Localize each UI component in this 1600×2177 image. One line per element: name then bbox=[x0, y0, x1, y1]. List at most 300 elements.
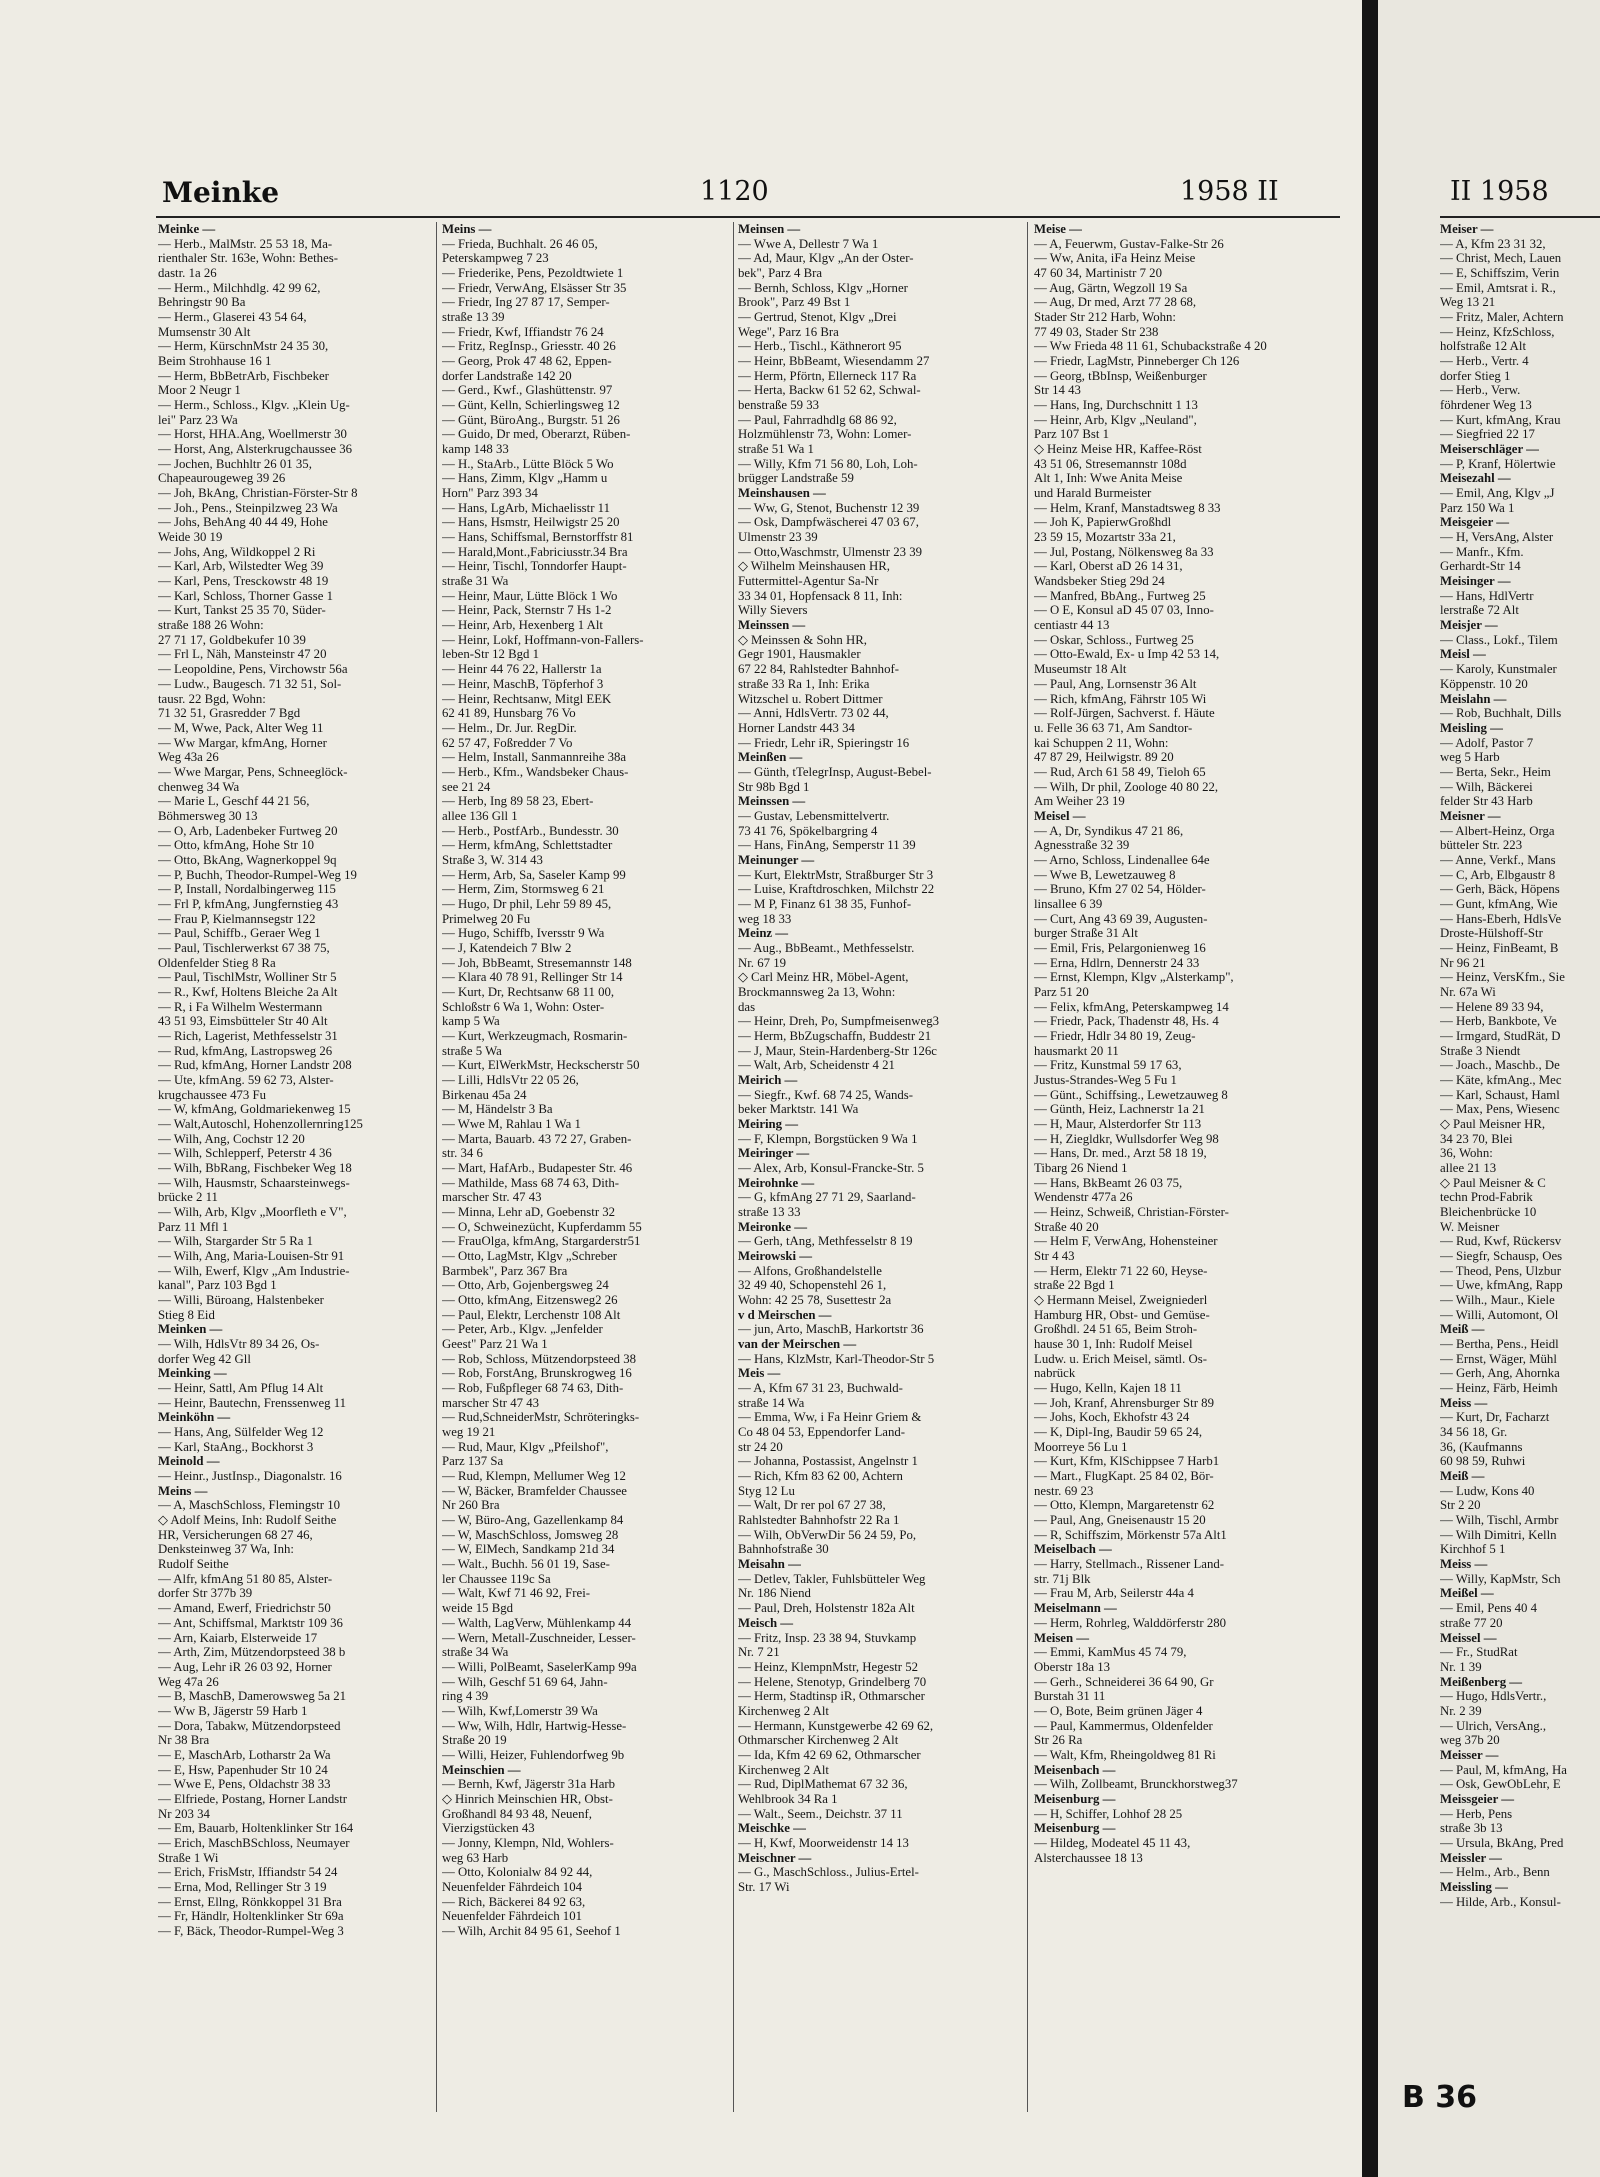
entry-line: — Heinr 44 76 22, Hallerstr 1a bbox=[442, 662, 602, 677]
entry-line: — Wilh, Ang, Maria-Louisen-Str 91 bbox=[158, 1249, 345, 1264]
entry-line: hausmarkt 20 11 bbox=[1034, 1043, 1119, 1058]
entry-line: — Günt., Schiffsing., Lewetzauweg 8 bbox=[1034, 1087, 1228, 1102]
entry-line: — Helene, Stenotyp, Grindelberg 70 bbox=[738, 1674, 927, 1689]
entry-line: — J, Katendeich 7 Blw 2 bbox=[442, 940, 572, 955]
entry-line: — Manfr., Kfm. bbox=[1440, 544, 1524, 559]
entry-line: Mumsenstr 30 Alt bbox=[158, 324, 251, 339]
entry-line: — Heinz, FinBeamt, B bbox=[1440, 940, 1559, 955]
entry-line: Alsterchaussee 18 13 bbox=[1034, 1850, 1143, 1865]
entry-line: — Paul, TischlMstr, Wolliner Str 5 bbox=[158, 970, 337, 985]
entry-line: — W, ElMech, Sandkamp 21d 34 bbox=[442, 1542, 615, 1557]
entry-line: Primelweg 20 Fu bbox=[442, 911, 531, 926]
entry-line: — Gertrud, Stenot, Klgv „Drei bbox=[738, 310, 897, 325]
entry-line: — Fritz, Maler, Achtern bbox=[1440, 310, 1564, 325]
entry-line: Meisch — bbox=[738, 1615, 794, 1630]
entry-line: — Johs, Ang, Wildkoppel 2 Ri bbox=[158, 544, 316, 559]
entry-line: — Amand, Ewerf, Friedrichstr 50 bbox=[158, 1601, 331, 1616]
entry-line: — E, Hsw, Papenhuder Str 10 24 bbox=[158, 1762, 328, 1777]
entry-line: — Willi, Heizer, Fuhlendorfweg 9b bbox=[442, 1747, 625, 1762]
entry-line: Straße 3, W. 314 43 bbox=[442, 852, 543, 867]
entry-line: 62 57 47, Foßredder 7 Vo bbox=[442, 735, 573, 750]
entry-line: — Max, Pens, Wiesenc bbox=[1440, 1102, 1560, 1117]
entry-line: — Hans, KlzMstr, Karl-Theodor-Str 5 bbox=[738, 1351, 935, 1366]
entry-line: nestr. 69 23 bbox=[1034, 1483, 1094, 1498]
entry-line: Str 26 Ra bbox=[1034, 1733, 1083, 1748]
entry-line: — Günt, Kelln, Schierlingsweg 12 bbox=[442, 398, 620, 413]
entry-line: Meinssen — bbox=[738, 794, 806, 809]
entry-line: Meinsen — bbox=[738, 222, 801, 236]
entry-line: Meischner — bbox=[738, 1850, 812, 1865]
entry-line: — Frl L, Näh, Mansteinstr 47 20 bbox=[158, 647, 327, 662]
entry-line: — Herb., MalMstr. 25 53 18, Ma- bbox=[158, 236, 333, 251]
entry-line: Straße 3 Niendt bbox=[1440, 1043, 1521, 1058]
entry-line: — Wilh, Arb, Klgv „Moorfleth e V", bbox=[158, 1205, 347, 1220]
entry-line: Othmarscher Kirchenweg 2 Alt bbox=[738, 1733, 899, 1748]
entry-line: — Karl, Pens, Tresckowstr 48 19 bbox=[158, 574, 329, 589]
entry-line: str. 71j Blk bbox=[1034, 1571, 1091, 1586]
entry-line: — Hans, Ang, Sülfelder Weg 12 bbox=[158, 1425, 324, 1440]
entry-line: — Herb., PostfArb., Bundesstr. 30 bbox=[442, 823, 619, 838]
entry-line: Beim Strohhause 16 1 bbox=[158, 354, 272, 369]
entry-line: Horner Landstr 443 34 bbox=[738, 720, 855, 735]
entry-line: — Rud, kfmAng, Horner Landstr 208 bbox=[158, 1058, 352, 1073]
entry-line: — H., StaArb., Lütte Blöck 5 Wo bbox=[442, 456, 614, 471]
entry-line: kai Schuppen 2 11, Wohn: bbox=[1034, 735, 1169, 750]
entry-line: — Bernh, Schloss, Klgv „Horner bbox=[738, 280, 908, 295]
entry-line: — Rob, ForstAng, Brunskrogweg 16 bbox=[442, 1366, 632, 1381]
entry-line: — Heinz, Schweiß, Christian-Förster- bbox=[1034, 1205, 1229, 1220]
entry-line: — Rud, kfmAng, Lastropsweg 26 bbox=[158, 1043, 333, 1058]
page-signature: B 36 bbox=[1402, 2080, 1478, 2115]
entry-line: Großhandl 84 93 48, Neuenf, bbox=[442, 1806, 592, 1821]
entry-line: — Arth, Zim, Mützendorpsteed 38 b bbox=[158, 1645, 346, 1660]
entry-line: Meinßen — bbox=[738, 750, 803, 765]
entry-line: — Horst, Ang, Alsterkrugchaussee 36 bbox=[158, 442, 353, 457]
entry-line: — Heinr, Arb, Hexenberg 1 Alt bbox=[442, 618, 603, 633]
entry-line: straße 13 39 bbox=[442, 310, 505, 325]
entry-line: — Wilh, Tischl, Armbr bbox=[1440, 1513, 1559, 1528]
entry-line: Wehlbrook 34 Ra 1 bbox=[738, 1791, 838, 1806]
entry-line: straße 188 26 Wohn: bbox=[158, 618, 264, 633]
entry-line: — Wilh, HdlsVtr 89 34 26, Os- bbox=[158, 1337, 320, 1352]
entry-line: — Manfred, BbAng., Furtweg 25 bbox=[1034, 588, 1206, 603]
entry-line: — Wilh, Bäckerei bbox=[1440, 779, 1533, 794]
entry-line: — Hans, Zimm, Klgv „Hamm u bbox=[442, 471, 608, 486]
entry-line: Neuenfelder Fährdeich 101 bbox=[442, 1909, 582, 1924]
entry-line: Willy Sievers bbox=[738, 603, 808, 618]
column-1 bbox=[158, 222, 428, 1939]
entry-line: brügger Landstraße 59 bbox=[738, 471, 854, 486]
entry-line: Meissgeier — bbox=[1440, 1791, 1515, 1806]
entry-line: felder Str 43 Harb bbox=[1440, 794, 1533, 809]
entry-line: Meisenbach — bbox=[1034, 1762, 1116, 1777]
entry-line: ◇ Adolf Meins, Inh: Rudolf Seithe bbox=[158, 1513, 337, 1528]
entry-line: — Herm, kfmAng, Schlettstadter bbox=[442, 838, 613, 853]
entry-line: — Ernst, Ellng, Rönkkoppel 31 Bra bbox=[158, 1894, 342, 1909]
entry-line: benstraße 59 33 bbox=[738, 398, 820, 413]
entry-line: — Friedr, Pack, Thadenstr 48, Hs. 4 bbox=[1034, 1014, 1219, 1029]
entry-line: — Erna, Hdlrn, Dennerstr 24 33 bbox=[1034, 955, 1200, 970]
entry-line: straße 5 Wa bbox=[442, 1043, 502, 1058]
entry-line: — Fritz, RegInsp., Griesstr. 40 26 bbox=[442, 339, 616, 354]
entry-line: — P, Buchh, Theodor-Rumpel-Weg 19 bbox=[158, 867, 357, 882]
entry-line: Rudolf Seithe bbox=[158, 1557, 229, 1572]
entry-line: — Hans, FinAng, Semperstr 11 39 bbox=[738, 838, 916, 853]
entry-line: weg 19 21 bbox=[442, 1425, 496, 1440]
entry-line: — Joh, BkAng, Christian-Förster-Str 8 bbox=[158, 486, 358, 501]
entry-line: — Günth, tTelegrInsp, August-Bebel- bbox=[738, 764, 932, 779]
entry-line: Holzmühlenstr 73, Wohn: Lomer- bbox=[738, 427, 912, 442]
entry-line: kanal", Parz 103 Bgd 1 bbox=[158, 1278, 277, 1293]
entry-line: 33 34 01, Hopfensack 8 11, Inh: bbox=[738, 588, 903, 603]
entry-line: — Otto, Kolonialw 84 92 44, bbox=[442, 1865, 593, 1880]
entry-line: Meissel — bbox=[1440, 1630, 1497, 1645]
entry-line: — Hans, Hsmstr, Heilwigstr 25 20 bbox=[442, 515, 620, 530]
entry-line: Kirchenweg 2 Alt bbox=[738, 1703, 829, 1718]
entry-line: — Berta, Sekr., Heim bbox=[1440, 764, 1551, 779]
entry-line: — Siegfr., Kwf. 68 74 25, Wands- bbox=[738, 1087, 914, 1102]
entry-line: Nr 203 34 bbox=[158, 1806, 210, 1821]
entry-line: — Lilli, HdlsVtr 22 05 26, bbox=[442, 1072, 579, 1087]
entry-line: Tibarg 26 Niend 1 bbox=[1034, 1161, 1128, 1175]
entry-line: — Walt, Kfm, Rheingoldweg 81 Ri bbox=[1034, 1747, 1216, 1762]
entry-line: ler Chaussee 119c Sa bbox=[442, 1571, 551, 1586]
entry-line: Meiselmann — bbox=[1034, 1601, 1117, 1616]
entry-line: — W, Büro-Ang, Gazellenkamp 84 bbox=[442, 1513, 624, 1528]
entry-line: Meiß — bbox=[1440, 1469, 1485, 1484]
entry-line: — Georg, Prok 47 48 62, Eppen- bbox=[442, 354, 612, 369]
entry-line: — Heinr, Bautechn, Frenssenweg 11 bbox=[158, 1395, 347, 1410]
entry-line: — Minna, Lehr aD, Goebenstr 32 bbox=[442, 1205, 616, 1220]
entry-line: — Walth, LagVerw, Mühlenkamp 44 bbox=[442, 1615, 632, 1630]
entry-line: — Hans, Schiffsmal, Bernstorffstr 81 bbox=[442, 530, 634, 545]
entry-line: — Ad, Maur, Klgv „An der Oster- bbox=[738, 251, 914, 266]
entry-line: — Hilde, Arb., Konsul- bbox=[1440, 1894, 1561, 1909]
entry-line: — Rud, Arch 61 58 49, Tieloh 65 bbox=[1034, 764, 1206, 779]
entry-line: — O, Arb, Ladenbeker Furtweg 20 bbox=[158, 823, 338, 838]
entry-line: Nr. 1 39 bbox=[1440, 1659, 1482, 1674]
entry-line: Straße 20 19 bbox=[442, 1733, 507, 1748]
entry-line: — Wwe Margar, Pens, Schneeglöck- bbox=[158, 764, 348, 779]
entry-line: — Heinr., JustInsp., Diagonalstr. 16 bbox=[158, 1469, 342, 1484]
entry-line: — Joh., Pens., Steinpilzweg 23 Wa bbox=[158, 500, 338, 515]
entry-line: — Rud, Maur, Klgv „Pfeilshof", bbox=[442, 1439, 609, 1454]
entry-line: Meisinger — bbox=[1440, 574, 1511, 589]
entry-line: — Ursula, BkAng, Pred bbox=[1440, 1835, 1564, 1850]
entry-line: — Helm F, VerwAng, Hohensteiner bbox=[1034, 1234, 1218, 1249]
entry-line: kamp 148 33 bbox=[442, 442, 509, 457]
entry-line: — P, Install, Nordalbingerweg 115 bbox=[158, 882, 336, 897]
entry-line: Weg 13 21 bbox=[1440, 295, 1496, 310]
entry-line: — Friedr, Kwf, Iffiandstr 76 24 bbox=[442, 324, 604, 339]
entry-line: — Wwe B, Lewetzauweg 8 bbox=[1034, 867, 1176, 882]
entry-line: Meis — bbox=[738, 1366, 781, 1381]
entry-line: — Hildeg, Modeatel 45 11 43, bbox=[1034, 1835, 1191, 1850]
entry-line: Chapeaurougeweg 39 26 bbox=[158, 471, 286, 486]
entry-line: — Felix, kfmAng, Peterskampweg 14 bbox=[1034, 999, 1229, 1014]
entry-line: — Rob, Buchhalt, Dills bbox=[1440, 706, 1562, 721]
entry-line: Droste-Hülshoff-Str bbox=[1440, 926, 1543, 941]
entry-line: Nr. 186 Niend bbox=[738, 1586, 811, 1601]
entry-line: Co 48 04 53, Eppendorfer Land- bbox=[738, 1425, 906, 1440]
entry-line: — Wilh, Stargarder Str 5 Ra 1 bbox=[158, 1234, 314, 1249]
entry-line: — Detlev, Takler, Fuhlsbütteler Weg bbox=[738, 1571, 926, 1586]
entry-line: — Rolf-Jürgen, Sachverst. f. Häute bbox=[1034, 706, 1215, 721]
entry-line: — Otto, kfmAng, Eitzensweg2 26 bbox=[442, 1293, 618, 1308]
entry-line: Barmbek", Parz 367 Bra bbox=[442, 1263, 568, 1278]
entry-line: holfstraße 12 Alt bbox=[1440, 339, 1527, 354]
entry-line: und Harald Burmeister bbox=[1034, 486, 1152, 501]
entry-line: — Friedr, LagMstr, Pinneberger Ch 126 bbox=[1034, 354, 1240, 369]
entry-line: — P, Kranf, Hölertwie bbox=[1440, 456, 1556, 471]
entry-line: Meisjer — bbox=[1440, 618, 1498, 633]
entry-line: — Dora, Tabakw, Mützendorpsteed bbox=[158, 1718, 341, 1733]
entry-line: Meins — bbox=[158, 1483, 208, 1498]
entry-line: allee 136 Gll 1 bbox=[442, 808, 518, 823]
entry-line: — Osk, Dampfwäscherei 47 03 67, bbox=[738, 515, 919, 530]
entry-line: — K, Dipl-Ing, Baudir 59 65 24, bbox=[1034, 1425, 1203, 1440]
entry-line: — Walt., Seem., Deichstr. 37 11 bbox=[738, 1806, 903, 1821]
page-gutter bbox=[1362, 0, 1378, 2177]
entry-line: straße 34 Wa bbox=[442, 1645, 509, 1660]
entry-line: — Ida, Kfm 42 69 62, Othmarscher bbox=[738, 1747, 921, 1762]
entry-line: straße 33 Ra 1, Inh: Erika bbox=[738, 676, 870, 691]
entry-line: ring 4 39 bbox=[442, 1689, 489, 1704]
entry-line: Stader Str 212 Harb, Wohn: bbox=[1034, 310, 1176, 325]
entry-line: Str 14 43 bbox=[1034, 383, 1081, 398]
entry-line: — A, Kfm 67 31 23, Buchwald- bbox=[738, 1381, 903, 1396]
entry-line: — Gerh, Bäck, Höpens bbox=[1440, 882, 1560, 897]
entry-line: — E, Schiffszim, Verin bbox=[1440, 266, 1560, 281]
entry-line: chenweg 34 Wa bbox=[158, 779, 240, 794]
entry-line: — Heinr, Pack, Sternstr 7 Hs 1-2 bbox=[442, 603, 612, 618]
entry-line: Meirich — bbox=[738, 1072, 798, 1087]
entry-line: 43 51 06, Stresemannstr 108d bbox=[1034, 456, 1187, 471]
entry-line: — Frau M, Arb, Seilerstr 44a 4 bbox=[1034, 1586, 1194, 1601]
entry-line: — Wilh, Schlepperf, Peterstr 4 36 bbox=[158, 1146, 332, 1161]
entry-line: Großhdl. 24 51 65, Beim Stroh- bbox=[1034, 1322, 1198, 1337]
entry-line: — Jochen, Buchhltr 26 01 35, bbox=[158, 456, 312, 471]
entry-line: — Paul, Dreh, Holstenstr 182a Alt bbox=[738, 1601, 915, 1616]
entry-line: — H, VersAng, Alster bbox=[1440, 530, 1554, 545]
entry-line: — Friedr, Ing 27 87 17, Semper- bbox=[442, 295, 610, 310]
entry-line: krugchaussee 473 Fu bbox=[158, 1087, 267, 1102]
entry-line: — A, Feuerwm, Gustav-Falke-Str 26 bbox=[1034, 236, 1224, 251]
entry-line: kamp 5 Wa bbox=[442, 1014, 500, 1029]
entry-line: — Herm, Pförtn, Ellerneck 117 Ra bbox=[738, 368, 917, 383]
entry-line: straße 14 Wa bbox=[738, 1395, 805, 1410]
entry-line: Bleichenbrücke 10 bbox=[1440, 1205, 1537, 1220]
entry-line: Wege", Parz 16 Bra bbox=[738, 324, 839, 339]
entry-line: marscher Str 47 43 bbox=[442, 1395, 540, 1410]
entry-line: — Erich, FrisMstr, Iffiandstr 54 24 bbox=[158, 1865, 338, 1880]
entry-line: Meise — bbox=[1034, 222, 1082, 236]
running-head-next-page: II 1958 bbox=[1450, 176, 1549, 207]
entry-line: — F, Klempn, Borgstücken 9 Wa 1 bbox=[738, 1131, 918, 1146]
entry-line: — Gerh., Schneiderei 36 64 90, Gr bbox=[1034, 1674, 1214, 1689]
column-5 bbox=[1440, 222, 1600, 1909]
entry-line: Wandsbeker Stieg 29d 24 bbox=[1034, 574, 1165, 589]
entry-line: — Paul, Tischlerwerkst 67 38 75, bbox=[158, 940, 330, 955]
entry-line: hause 30 1, Inh: Rudolf Meisel bbox=[1034, 1337, 1193, 1352]
entry-line: brücke 2 11 bbox=[158, 1190, 218, 1205]
entry-line: 73 41 76, Spökelbargring 4 bbox=[738, 823, 878, 838]
entry-line: — Paul, Fahrradhdlg 68 86 92, bbox=[738, 412, 897, 427]
entry-line: — Johs, Koch, Ekhofstr 43 24 bbox=[1034, 1410, 1190, 1425]
entry-line: — Aug, Dr med, Arzt 77 28 68, bbox=[1034, 295, 1197, 310]
entry-line: — Joh, BbBeamt, Stresemannstr 148 bbox=[442, 955, 632, 970]
entry-line: Oberstr 18a 13 bbox=[1034, 1659, 1111, 1674]
entry-line: — Herm., Glaserei 43 54 64, bbox=[158, 310, 307, 325]
entry-line: — Emma, Ww, i Fa Heinr Griem & bbox=[738, 1410, 922, 1425]
entry-line: — Kurt, Tankst 25 35 70, Süder- bbox=[158, 603, 326, 618]
entry-line: 36, (Kaufmanns bbox=[1440, 1439, 1523, 1454]
entry-line: — Siegfried 22 17 bbox=[1440, 427, 1535, 442]
entry-line: — Rud, Klempn, Mellumer Weg 12 bbox=[442, 1469, 626, 1484]
entry-line: — Otto, Arb, Gojenbergsweg 24 bbox=[442, 1278, 609, 1293]
entry-line: — Ute, kfmAng. 59 62 73, Alster- bbox=[158, 1072, 334, 1087]
entry-line: — Helm., Dr. Jur. RegDir. bbox=[442, 720, 577, 735]
entry-line: lei" Parz 23 Wa bbox=[158, 412, 238, 427]
entry-line: — M, Händelstr 3 Ba bbox=[442, 1102, 553, 1117]
entry-line: — Heinr, BbBeamt, Wiesendamm 27 bbox=[738, 354, 930, 369]
entry-line: — M, Wwe, Pack, Alter Weg 11 bbox=[158, 720, 324, 735]
column-3 bbox=[738, 222, 1020, 1895]
entry-line: Meisling — bbox=[1440, 720, 1503, 735]
entry-line: — Wern, Metall-Zuschneider, Lesser- bbox=[442, 1630, 636, 1645]
entry-line: — Hugo, HdlsVertr., bbox=[1440, 1689, 1547, 1704]
entry-line: Parz 107 Bst 1 bbox=[1034, 427, 1110, 442]
entry-line: Nr. 67 19 bbox=[738, 955, 786, 970]
entry-line: — Karl, Arb, Wilstedter Weg 39 bbox=[158, 559, 324, 574]
entry-line: Justus-Strandes-Weg 5 Fu 1 bbox=[1034, 1072, 1177, 1087]
entry-line: nabrück bbox=[1034, 1366, 1076, 1381]
entry-line: 47 87 29, Heilwigstr. 89 20 bbox=[1034, 750, 1174, 765]
entry-line: W. Meisner bbox=[1440, 1219, 1500, 1234]
entry-line: — Rich, kfmAng, Fährstr 105 Wi bbox=[1034, 691, 1207, 706]
entry-line: — Ww Margar, kfmAng, Horner bbox=[158, 735, 327, 750]
entry-line: Behringstr 90 Ba bbox=[158, 295, 246, 310]
entry-line: — Herm, BbBetrArb, Fischbeker bbox=[158, 368, 329, 383]
entry-line: — Bertha, Pens., Heidl bbox=[1440, 1337, 1559, 1352]
entry-line: — Kurt, ElektrMstr, Straßburger Str 3 bbox=[738, 867, 934, 882]
entry-line: — Heinr, Maur, Lütte Blöck 1 Wo bbox=[442, 588, 618, 603]
entry-line: linsallee 6 39 bbox=[1034, 896, 1103, 911]
entry-line: Meins — bbox=[442, 222, 492, 236]
entry-line: Weide 30 19 bbox=[158, 530, 223, 545]
entry-line: — Emil, Pens 40 4 bbox=[1440, 1601, 1538, 1616]
entry-line: — Herb., Verw. bbox=[1440, 383, 1521, 398]
entry-line: Ulmenstr 23 39 bbox=[738, 530, 818, 545]
entry-line: — H, Maur, Alsterdorfer Str 113 bbox=[1034, 1116, 1202, 1131]
entry-line: Meinssen — bbox=[738, 618, 806, 633]
entry-line: 62 41 89, Hunsbarg 76 Vo bbox=[442, 706, 576, 721]
entry-line: ◇ Meinssen & Sohn HR, bbox=[738, 632, 867, 647]
entry-line: — Wilh, ObVerwDir 56 24 59, Po, bbox=[738, 1527, 917, 1542]
entry-line: Rahlstedter Bahnhofstr 22 Ra 1 bbox=[738, 1513, 900, 1528]
entry-line: Meinshausen — bbox=[738, 486, 826, 501]
entry-line: — Erna, Mod, Rellinger Str 3 19 bbox=[158, 1879, 327, 1894]
entry-line: — Aug., BbBeamt., Methfesselstr. bbox=[738, 940, 915, 955]
entry-line: — Kurt, kfmAng, Krau bbox=[1440, 412, 1561, 427]
entry-line: 71 32 51, Grasredder 7 Bgd bbox=[158, 706, 301, 721]
entry-line: — Herb, Bankbote, Ve bbox=[1440, 1014, 1557, 1029]
entry-line: straße 77 20 bbox=[1440, 1615, 1503, 1630]
entry-line: Parz 137 Sa bbox=[442, 1454, 504, 1469]
entry-line: — Friedr, Lehr iR, Spieringstr 16 bbox=[738, 735, 910, 750]
entry-line: Nr. 67a Wi bbox=[1440, 984, 1496, 999]
entry-line: — Herb, Pens bbox=[1440, 1806, 1513, 1821]
entry-line: Birkenau 45a 24 bbox=[442, 1087, 527, 1102]
entry-line: — R, Schiffszim, Mörkenstr 57a Alt1 bbox=[1034, 1527, 1227, 1542]
entry-line: Str 98b Bgd 1 bbox=[738, 779, 810, 794]
entry-line: — Mart, HafArb., Budapester Str. 46 bbox=[442, 1161, 633, 1175]
entry-line: straße 51 Wa 1 bbox=[738, 442, 814, 457]
entry-line: — Otto, BkAng, Wagnerkoppel 9q bbox=[158, 852, 337, 867]
entry-line: — Fr., StudRat bbox=[1440, 1645, 1518, 1660]
entry-line: — Ernst, Wäger, Mühl bbox=[1440, 1351, 1557, 1366]
entry-line: str 24 20 bbox=[738, 1439, 783, 1454]
entry-line: — Fritz, Insp. 23 38 94, Stuvkamp bbox=[738, 1630, 917, 1645]
entry-line: — Wwe A, Dellestr 7 Wa 1 bbox=[738, 236, 879, 251]
entry-line: Straße 1 Wi bbox=[158, 1850, 219, 1865]
entry-line: — R, i Fa Wilhelm Westermann bbox=[158, 999, 323, 1014]
entry-line: Meißenberg — bbox=[1440, 1674, 1523, 1689]
entry-line: — Anni, HdlsVertr. 73 02 44, bbox=[738, 706, 889, 721]
entry-line: — Alfr, kfmAng 51 80 85, Alster- bbox=[158, 1571, 333, 1586]
entry-line: Str. 17 Wi bbox=[738, 1879, 790, 1894]
entry-line: Parz 51 20 bbox=[1034, 984, 1089, 999]
entry-line: — Horst, HHA.Ang, Woellmerstr 30 bbox=[158, 427, 347, 442]
entry-line: — H, Ziegldkr, Wullsdorfer Weg 98 bbox=[1034, 1131, 1219, 1146]
entry-line: — Heinz, Färb, Heimh bbox=[1440, 1381, 1558, 1396]
entry-line: weide 15 Bgd bbox=[442, 1601, 514, 1616]
entry-line: — Marie L, Geschf 44 21 56, bbox=[158, 794, 310, 809]
entry-line: — Wwe M, Rahlau 1 Wa 1 bbox=[442, 1116, 581, 1131]
entry-line: — Paul, Ang, Lornsenstr 36 Alt bbox=[1034, 676, 1197, 691]
entry-line: — Rob, Fußpfleger 68 74 63, Dith- bbox=[442, 1381, 624, 1396]
entry-line: Meiringer — bbox=[738, 1146, 810, 1161]
entry-line: — Friederike, Pens, Pezoldtwiete 1 bbox=[442, 266, 624, 281]
entry-line: 60 98 59, Ruhwi bbox=[1440, 1454, 1526, 1469]
entry-line: — Karl, Schloss, Thorner Gasse 1 bbox=[158, 588, 333, 603]
entry-line: straße 3b 13 bbox=[1440, 1821, 1503, 1836]
entry-line: Meissling — bbox=[1440, 1879, 1508, 1894]
entry-line: Geest" Parz 21 Wa 1 bbox=[442, 1337, 548, 1352]
entry-line: — Rud, Kwf, Rückersv bbox=[1440, 1234, 1562, 1249]
entry-line: Meisezahl — bbox=[1440, 471, 1511, 486]
entry-line: — Ludw, Kons 40 bbox=[1440, 1483, 1535, 1498]
entry-line: — Hermann, Kunstgewerbe 42 69 62, bbox=[738, 1718, 934, 1733]
entry-line: — Käte, kfmAng., Mec bbox=[1440, 1072, 1562, 1087]
entry-line: — Siegfr, Schausp, Oes bbox=[1440, 1249, 1563, 1264]
entry-line: — A, MaschSchloss, Flemingstr 10 bbox=[158, 1498, 341, 1513]
entry-line: leben-Str 12 Bgd 1 bbox=[442, 647, 540, 662]
entry-line: — Fr, Händlr, Holtenklinker Str 69a bbox=[158, 1909, 344, 1924]
entry-line: Nr. 7 21 bbox=[738, 1645, 780, 1660]
entry-line: Str 4 43 bbox=[1034, 1249, 1075, 1264]
entry-line: Brook", Parz 49 Bst 1 bbox=[738, 295, 851, 310]
entry-line: — Jul, Postang, Nölkensweg 8a 33 bbox=[1034, 544, 1214, 559]
entry-line: Meissler — bbox=[1440, 1850, 1502, 1865]
entry-line: dorfer Stieg 1 bbox=[1440, 368, 1511, 383]
entry-line: — Leopoldine, Pens, Virchowstr 56a bbox=[158, 662, 348, 677]
entry-line: Meisel — bbox=[1034, 808, 1086, 823]
entry-line: 27 71 17, Goldbekufer 10 39 bbox=[158, 632, 306, 647]
entry-line: Wendenstr 477a 26 bbox=[1034, 1190, 1133, 1205]
entry-line: — Theod, Pens, Ulzbur bbox=[1440, 1263, 1561, 1278]
header-rule-next-page bbox=[1440, 216, 1600, 218]
